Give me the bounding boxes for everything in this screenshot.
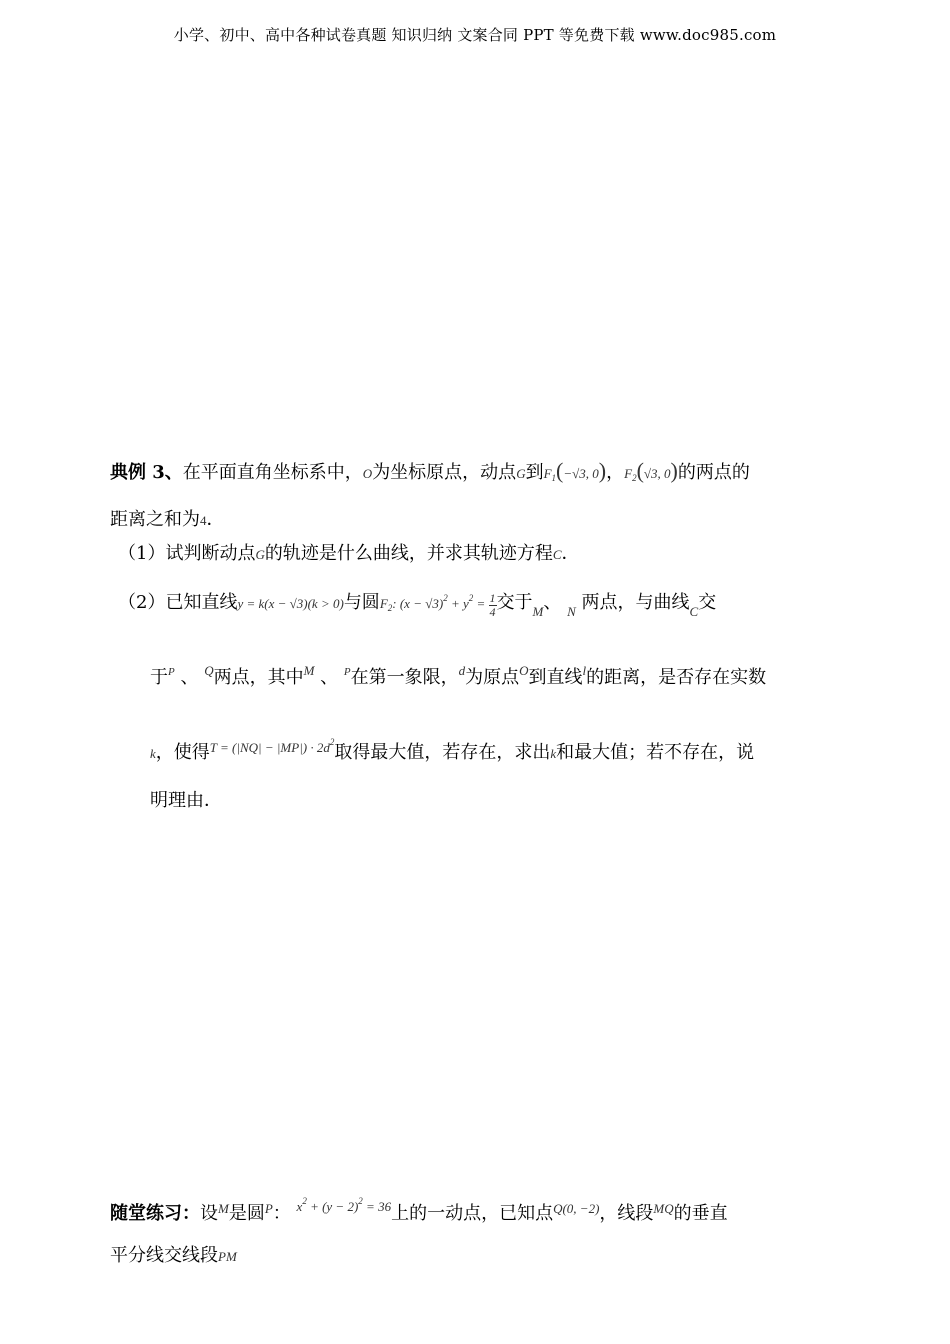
math-M: M bbox=[303, 663, 315, 678]
math-P: P bbox=[264, 1201, 273, 1216]
text: 两点，其中 bbox=[213, 667, 304, 688]
math-l: l bbox=[582, 663, 587, 678]
example-line-2 bbox=[110, 511, 225, 529]
text: 的轨迹是什么曲线，并求其轨迹方程 bbox=[264, 543, 553, 564]
math-N: N bbox=[567, 604, 576, 620]
text: 交于 bbox=[496, 592, 533, 614]
formula-circle-F2: $F_2$: $(x - √3)^2 + y^2$ = $\frac{1}{4}$ bbox=[379, 591, 496, 619]
math-d: d bbox=[458, 663, 466, 678]
text: 在第一象限， bbox=[350, 667, 459, 688]
text: 于 bbox=[150, 667, 168, 688]
text: 、 bbox=[320, 667, 339, 688]
practice-title: 随堂练习： bbox=[110, 1203, 200, 1224]
text: 两点，与曲线 bbox=[581, 592, 690, 614]
text: 平分线交线段 bbox=[110, 1245, 218, 1266]
text: ， bbox=[606, 462, 625, 483]
text: 明理由． bbox=[150, 790, 222, 811]
math-G: G bbox=[516, 466, 526, 481]
text: （1）试判断动点 bbox=[118, 543, 256, 564]
math-P: P bbox=[343, 666, 351, 678]
text: ． bbox=[561, 543, 580, 564]
text: 到直线 bbox=[528, 667, 583, 688]
question-2-line-2 bbox=[150, 664, 766, 687]
text: ，使得 bbox=[155, 742, 210, 763]
math-MQ: MQ bbox=[653, 1201, 674, 1216]
formula-F2: $F_2(√3$, 0) bbox=[624, 458, 678, 483]
math-k: k bbox=[550, 746, 557, 761]
text: 距离之和为 bbox=[110, 509, 200, 530]
text: 交 bbox=[698, 592, 717, 614]
text: 、 bbox=[180, 667, 199, 688]
math-4: 4 bbox=[200, 513, 207, 528]
math-O: O bbox=[362, 466, 373, 481]
math-M: M bbox=[218, 1201, 229, 1216]
question-2-line-4 bbox=[150, 792, 222, 810]
question-1 bbox=[118, 545, 580, 563]
text: 的垂直 bbox=[673, 1203, 728, 1224]
text: 在平面直角坐标系中， bbox=[182, 462, 363, 483]
math-G: G bbox=[255, 547, 265, 562]
text: （2）已知直线 bbox=[118, 592, 238, 614]
math-M: M bbox=[532, 604, 544, 620]
question-2-line-3 bbox=[150, 738, 754, 762]
practice-line-2 bbox=[110, 1247, 237, 1265]
text: 到 bbox=[525, 462, 544, 483]
math-O: O bbox=[519, 663, 529, 678]
math-PM: PM bbox=[218, 1249, 237, 1264]
formula-Q-point: Q(0, −2) bbox=[553, 1201, 600, 1216]
math-C: C bbox=[689, 604, 699, 620]
text: 与圆 bbox=[343, 592, 380, 614]
math-Q: Q bbox=[204, 663, 214, 678]
formula-line: y = k(x − √3)(k > 0) bbox=[237, 596, 344, 612]
text: ． bbox=[206, 509, 225, 530]
text: 为坐标原点，动点 bbox=[372, 462, 517, 483]
math-k: k bbox=[150, 746, 156, 761]
example-line-1 bbox=[110, 460, 750, 483]
formula-T: T = (|NQ| − |MP|) · 2d2 bbox=[209, 737, 335, 755]
text: 的两点的 bbox=[677, 462, 750, 483]
formula-F1: $F_1(-√3$, 0) bbox=[543, 458, 607, 483]
text: 为原点 bbox=[465, 667, 520, 688]
text: 、 bbox=[543, 592, 562, 614]
text: 的距离，是否存在实数 bbox=[586, 667, 767, 688]
text: 设 bbox=[200, 1203, 218, 1224]
text: 上的一动点，已知点 bbox=[391, 1203, 554, 1224]
math-C: C bbox=[552, 547, 562, 562]
question-2 bbox=[118, 592, 716, 618]
formula-circle-P: x2 + (y − 2)2 = 36 bbox=[296, 1196, 392, 1214]
text: 和最大值；若不存在，说 bbox=[556, 742, 755, 763]
text: ： bbox=[272, 1203, 291, 1224]
text: 取得最大值，若存在，求出 bbox=[334, 742, 551, 763]
example-title: 典例 3、 bbox=[110, 462, 183, 483]
page-header: 小学、初中、高中各种试卷真题 知识归纳 文案合同 PPT 等免费下载 www.doc985.com bbox=[173, 26, 777, 44]
practice-line-1 bbox=[110, 1197, 728, 1223]
text: 是圆 bbox=[228, 1203, 265, 1224]
text: ，线段 bbox=[599, 1203, 654, 1224]
math-P: P bbox=[168, 666, 175, 678]
